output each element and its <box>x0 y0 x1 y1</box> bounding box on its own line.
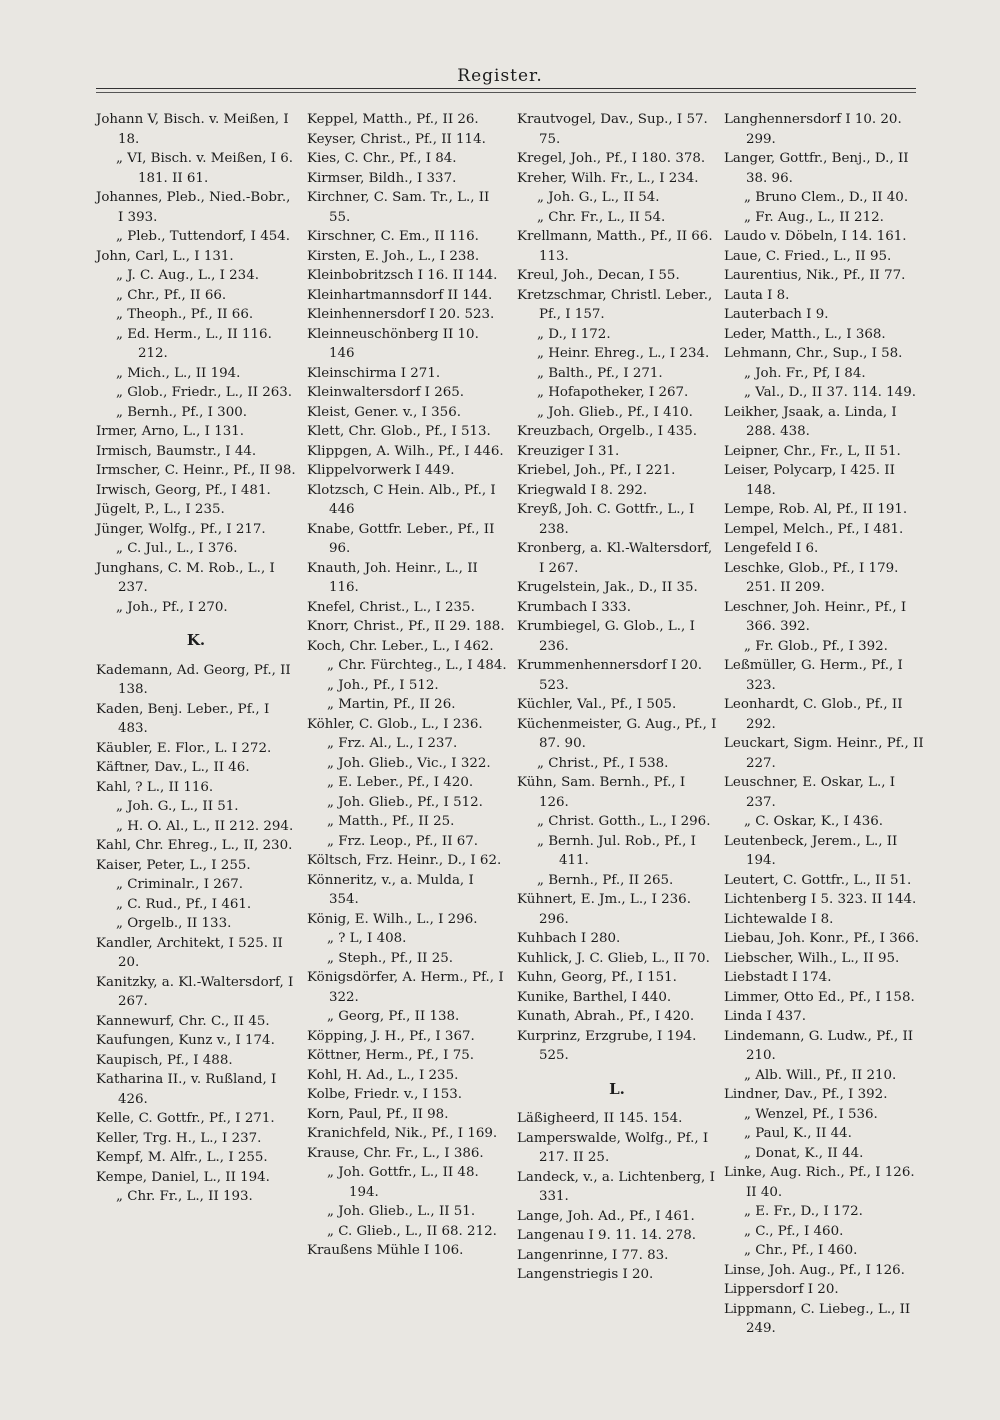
index-subentry: „ Frz. Al., L., I 237. <box>327 736 458 751</box>
index-entry: Käftner, Dav., L., II 46. <box>96 760 250 775</box>
index-entry: Lippmann, C. Liebeg., L., II 249. <box>724 1301 915 1336</box>
index-subentry: „ Wenzel, Pf., I 536. <box>744 1106 878 1122</box>
index-entry: Lauterbach I 9. <box>724 307 829 322</box>
index-subentry: „ C. Glieb., L., II 68. 212. <box>327 1223 497 1239</box>
index-subentry: „ Joh. Glieb., Pf., I 512. <box>327 794 483 810</box>
index-column-1 <box>96 110 296 1207</box>
index-entry: Kleinneuschönberg II 10. 146 <box>307 326 484 361</box>
index-subentry: „ Chr. Fr., L., II 193. <box>116 1189 253 1204</box>
index-entry: Langenstriegis I 20. <box>517 1267 654 1282</box>
index-entry: Lamperswalde, Wolfg., Pf., I 217. II 25. <box>517 1130 713 1165</box>
index-entry: Kühnert, E. Jm., L., I 236. 296. <box>517 892 696 927</box>
index-entry: Laue, C. Fried., L., II 95. <box>724 248 892 264</box>
index-subentry: „ C. Oskar, K., I 436. <box>744 814 883 829</box>
index-entry: Laurentius, Nik., Pf., II 77. <box>724 268 906 283</box>
index-subentry: „ Fr. Aug., L., II 212. <box>744 209 884 225</box>
index-entry: Jünger, Wolfg., Pf., I 217. <box>96 521 266 537</box>
index-entry: Leßmüller, G. Herm., Pf., I 323. <box>724 658 908 693</box>
index-entry: Leschner, Joh. Heinr., Pf., I 366. 392. <box>724 599 911 634</box>
index-entry: Kunath, Abrah., Pf., I 420. <box>517 1009 695 1024</box>
index-entry: Linda I 437. <box>724 1009 806 1024</box>
index-subentry: „ H. O. Al., L., II 212. 294. <box>116 818 294 834</box>
index-entry: Kleinschirma I 271. <box>307 365 441 381</box>
index-entry: Krumbach I 333. <box>517 599 632 615</box>
index-entry: Kirschner, C. Em., II 116. <box>307 229 479 244</box>
index-entry: Kohl, H. Ad., L., I 235. <box>307 1067 459 1083</box>
index-entry: Lippersdorf I 20. <box>724 1282 839 1297</box>
index-entry: Lichtewalde I 8. <box>724 911 834 927</box>
index-entry: Lempe, Rob. Al, Pf., II 191. <box>724 502 908 517</box>
index-entry: Knefel, Christ., L., I 235. <box>307 599 475 615</box>
index-entry: Knauth, Joh. Heinr., L., II 116. <box>307 560 483 595</box>
index-entry: Koch, Chr. Leber., L., I 462. <box>307 638 494 654</box>
index-entry: Kolbe, Friedr. v., I 153. <box>307 1087 463 1102</box>
index-entry: Küchler, Val., Pf., I 505. <box>517 697 677 712</box>
index-entry: Köpping, J. H., Pf., I 367. <box>307 1028 475 1044</box>
index-entry: Limmer, Otto Ed., Pf., I 158. <box>724 989 915 1005</box>
index-column-3 <box>517 110 721 1285</box>
index-entry: Kirmser, Bildh., I 337. <box>307 170 457 186</box>
index-subentry: „ Criminalr., I 267. <box>116 877 244 892</box>
index-entry: Költsch, Frz. Heinr., D., I 62. <box>307 853 502 868</box>
index-entry: Kregel, Joh., Pf., I 180. 378. <box>517 151 706 166</box>
index-entry: Klotzsch, C Hein. Alb., Pf., I 446 <box>307 482 500 517</box>
index-entry: Liebscher, Wilh., L., II 95. <box>724 950 900 966</box>
index-subentry: „ Matth., Pf., II 25. <box>327 814 455 829</box>
index-subentry: „ Ed. Herm., L., II 116. 212. <box>116 326 277 361</box>
index-entry: Jügelt, P., L., I 235. <box>96 502 225 517</box>
index-entry: Kretzschmar, Christl. Leber., Pf., I 157. <box>517 287 717 322</box>
index-subentry: „ Glob., Friedr., L., II 263. <box>116 385 293 400</box>
index-entry: Kaiser, Peter, L., I 255. <box>96 857 251 873</box>
header-rule-thin <box>96 92 916 93</box>
index-entry: Kleinwaltersdorf I 265. <box>307 385 465 400</box>
index-subentry: „ Alb. Will., Pf., II 210. <box>744 1067 897 1083</box>
index-entry: Kahl, ? L., II 116. <box>96 779 214 795</box>
index-entry: Küchenmeister, G. Aug., Pf., I 87. 90. <box>517 716 721 751</box>
index-entry: Kreyß, Joh. C. Gottfr., L., I 238. <box>517 502 699 537</box>
index-subentry: „ E. Leber., Pf., I 420. <box>327 775 474 790</box>
index-entry: Kriegwald I 8. 292. <box>517 482 648 498</box>
index-entry: Leschke, Glob., Pf., I 179. 251. II 209. <box>724 560 903 595</box>
index-entry: Läßigheerd, II 145. 154. <box>517 1111 683 1126</box>
index-subentry: „ Paul, K., II 44. <box>744 1126 852 1141</box>
index-entry: Kranichfeld, Nik., Pf., I 169. <box>307 1126 498 1141</box>
index-entry: Langenrinne, I 77. 83. <box>517 1247 669 1263</box>
index-subentry: „ Joh. Glieb., Pf., I 410. <box>537 404 693 420</box>
index-entry: Kronberg, a. Kl.-Waltersdorf, I 267. <box>517 541 717 576</box>
index-entry: Klippelvorwerk I 449. <box>307 463 455 478</box>
index-subentry: „ Joh. Glieb., L., II 51. <box>327 1204 476 1219</box>
index-entry: Liebstadt I 174. <box>724 970 832 985</box>
index-entry: Kirchner, C. Sam. Tr., L., II 55. <box>307 190 494 225</box>
index-entry: John, Carl, L., I 131. <box>96 248 234 264</box>
index-entry: Knorr, Christ., Pf., II 29. 188. <box>307 619 505 634</box>
index-subentry: „ D., I 172. <box>537 326 611 342</box>
letter-heading: K. <box>186 631 206 649</box>
index-entry: Lempel, Melch., Pf., I 481. <box>724 521 904 537</box>
index-subentry: „ Martin, Pf., II 26. <box>327 697 456 712</box>
index-subentry: „ Heinr. Ehreg., L., I 234. <box>537 346 710 361</box>
index-entry: Irmer, Arno, L., I 131. <box>96 424 245 439</box>
index-entry: Kleinbobritzsch I 16. II 144. <box>307 268 498 283</box>
index-entry: Leipner, Chr., Fr., L, II 51. <box>724 443 901 459</box>
index-subentry: „ Bernh., Pf., I 300. <box>116 404 247 420</box>
index-entry: Leuschner, E. Oskar, L., I 237. <box>724 775 900 810</box>
index-entry: Kreher, Wilh. Fr., L., I 234. <box>517 170 699 186</box>
index-entry: Klett, Chr. Glob., Pf., I 513. <box>307 424 491 439</box>
index-entry: Keller, Trg. H., L., I 237. <box>96 1130 262 1146</box>
index-entry: Kriebel, Joh., Pf., I 221. <box>517 463 676 478</box>
letter-heading: L. <box>609 1079 625 1098</box>
index-entry: Irmscher, C. Heinr., Pf., II 98. <box>96 463 296 478</box>
index-entry: Köttner, Herm., Pf., I 75. <box>307 1048 475 1063</box>
index-entry: Lindner, Dav., Pf., I 392. <box>724 1087 888 1102</box>
index-subentry: „ Bernh., Pf., II 265. <box>537 872 674 888</box>
index-entry: Knabe, Gottfr. Leber., Pf., II 96. <box>307 521 499 556</box>
index-subentry: „ Joh. Fr., Pf, I 84. <box>744 365 866 381</box>
index-entry: Kuhlick, J. C. Glieb, L., II 70. <box>517 950 710 966</box>
index-entry: Linke, Aug. Rich., Pf., I 126. II 40. <box>724 1165 919 1200</box>
index-entry: Junghans, C. M. Rob., L., I 237. <box>96 560 280 595</box>
index-column-2 <box>307 110 507 1261</box>
index-subentry: „ Joh. G., L., II 54. <box>537 190 660 205</box>
index-entry: Johann V, Bisch. v. Meißen, I 18. <box>96 112 293 147</box>
index-entry: Käubler, E. Flor., L. I 272. <box>96 740 272 756</box>
index-entry: Kelle, C. Gottfr., Pf., I 271. <box>96 1111 275 1126</box>
index-entry: Krugelstein, Jak., D., II 35. <box>517 580 698 595</box>
index-entry: Kühn, Sam. Bernh., Pf., I 126. <box>517 775 690 810</box>
index-entry: Klippgen, A. Wilh., Pf., I 446. <box>307 443 504 459</box>
index-entry: Kleinhartmannsdorf II 144. <box>307 287 493 303</box>
index-entry: Kreul, Joh., Decan, I 55. <box>517 268 680 283</box>
index-entry: Johannes, Pleb., Nied.-Bobr., I 393. <box>96 190 295 225</box>
index-entry: Kaden, Benj. Leber., Pf., I 483. <box>96 701 274 736</box>
index-entry: Langenau I 9. 11. 14. 278. <box>517 1228 696 1243</box>
index-entry: Kademann, Ad. Georg, Pf., II 138. <box>96 662 295 697</box>
index-entry: König, E. Wilh., L., I 296. <box>307 911 478 927</box>
index-subentry: „ Chr. Fürchteg., L., I 484. <box>327 658 507 673</box>
index-entry: Leuckart, Sigm. Heinr., Pf., II 227. <box>724 736 928 771</box>
running-head: Register. <box>457 66 543 86</box>
index-entry: Leutert, C. Gottfr., L., II 51. <box>724 872 912 888</box>
index-entry: Köhler, C. Glob., L., I 236. <box>307 716 483 732</box>
index-subentry: „ Chr. Fr., L., II 54. <box>537 209 666 225</box>
index-entry: Keppel, Matth., Pf., II 26. <box>307 112 479 127</box>
index-entry: Kunike, Barthel, I 440. <box>517 989 672 1005</box>
index-entry: Langhennersdorf I 10. 20. 299. <box>724 112 906 147</box>
index-entry: Kandler, Architekt, I 525. II 20. <box>96 935 288 970</box>
index-subentry: „ Steph., Pf., II 25. <box>327 950 454 966</box>
index-entry: Lichtenberg I 5. 323. II 144. <box>724 892 917 907</box>
index-entry: Königsdörfer, A. Herm., Pf., I 322. <box>307 970 508 1005</box>
index-entry: Kaufungen, Kunz v., I 174. <box>96 1033 275 1048</box>
index-entry: Langer, Gottfr., Benj., D., II 38. 96. <box>724 151 913 186</box>
index-subentry: „ Chr., Pf., I 460. <box>744 1243 858 1258</box>
index-entry: Kempe, Daniel, L., II 194. <box>96 1169 270 1185</box>
index-entry: Laudo v. Döbeln, I 14. 161. <box>724 229 907 244</box>
index-subentry: „ Christ., Pf., I 538. <box>537 755 669 771</box>
index-entry: Katharina II., v. Rußland, I 426. <box>96 1072 281 1107</box>
index-entry: Krellmann, Matth., Pf., II 66. 113. <box>517 229 717 264</box>
index-entry: Kirsten, E. Joh., L., I 238. <box>307 248 480 264</box>
index-subentry: „ Frz. Leop., Pf., II 67. <box>327 833 479 849</box>
index-entry: Leder, Matth., L., I 368. <box>724 326 886 342</box>
index-entry: Kannewurf, Chr. C., II 45. <box>96 1013 270 1029</box>
index-subentry: „ Christ. Gotth., L., I 296. <box>537 814 711 829</box>
header-rule-thick <box>96 88 916 89</box>
index-entry: Krautvogel, Dav., Sup., I 57. 75. <box>517 112 713 147</box>
index-entry: Leikher, Jsaak, a. Linda, I 288. 438. <box>724 404 901 439</box>
index-entry: Kahl, Chr. Ehreg., L., II, 230. <box>96 838 293 853</box>
index-subentry: „ ? L, I 408. <box>327 931 407 946</box>
index-subentry: „ Pleb., Tuttendorf, I 454. <box>116 229 291 244</box>
index-entry: Kleist, Gener. v., I 356. <box>307 404 461 420</box>
index-entry: Krause, Chr. Fr., L., I 386. <box>307 1145 484 1161</box>
index-subentry: „ Val., D., II 37. 114. 149. <box>744 385 916 400</box>
index-entry: Linse, Joh. Aug., Pf., I 126. <box>724 1262 905 1278</box>
index-entry: Leonhardt, C. Glob., Pf., II 292. <box>724 697 907 732</box>
index-entry: Kurprinz, Erzgrube, I 194. 525. <box>517 1028 701 1063</box>
index-entry: Leiser, Polycarp, I 425. II 148. <box>724 463 900 498</box>
index-subentry: „ C. Rud., Pf., I 461. <box>116 896 252 912</box>
index-subentry: „ Joh., Pf., I 270. <box>116 599 228 615</box>
index-subentry: „ VI, Bisch. v. Meißen, I 6. 181. II 61. <box>116 151 298 186</box>
index-entry: Kuhbach I 280. <box>517 931 621 946</box>
index-entry: Kreuzbach, Orgelb., I 435. <box>517 424 698 439</box>
index-entry: Kuhn, Georg, Pf., I 151. <box>517 970 677 985</box>
index-subentry: „ Joh., Pf., I 512. <box>327 677 439 693</box>
index-entry: Landeck, v., a. Lichtenberg, I 331. <box>517 1169 720 1204</box>
index-subentry: „ Joh. Gottfr., L., II 48. 194. <box>327 1165 483 1200</box>
index-subentry: „ Donat, K., II 44. <box>744 1145 864 1161</box>
index-subentry: „ J. C. Aug., L., I 234. <box>116 268 259 283</box>
index-subentry: „ Georg, Pf., II 138. <box>327 1009 460 1024</box>
index-subentry: „ C. Jul., L., I 376. <box>116 541 238 556</box>
index-entry: Keyser, Christ., Pf., II 114. <box>307 131 486 147</box>
index-subentry: „ Bruno Clem., D., II 40. <box>744 190 909 205</box>
index-entry: Kreuziger I 31. <box>517 443 620 459</box>
index-entry: Kleinhennersdorf I 20. 523. <box>307 307 495 322</box>
index-entry: Kraußens Mühle I 106. <box>307 1243 464 1258</box>
index-subentry: „ Hofapotheker, I 267. <box>537 385 689 400</box>
index-entry: Lange, Joh. Ad., Pf., I 461. <box>517 1208 695 1224</box>
index-entry: Lehmann, Chr., Sup., I 58. <box>724 346 903 361</box>
index-entry: Kies, C. Chr., Pf., I 84. <box>307 151 457 166</box>
index-entry: Kaupisch, Pf., I 488. <box>96 1052 233 1068</box>
index-entry: Korn, Paul, Pf., II 98. <box>307 1106 449 1122</box>
index-entry: Kempf, M. Alfr., L., I 255. <box>96 1150 268 1165</box>
index-column-4 <box>724 110 928 1339</box>
index-subentry: „ Balth., Pf., I 271. <box>537 365 663 381</box>
index-entry: Leutenbeck, Jerem., L., II 194. <box>724 833 902 868</box>
index-subentry: „ Chr., Pf., II 66. <box>116 287 227 303</box>
index-entry: Krumbiegel, G. Glob., L., I 236. <box>517 619 700 654</box>
index-subentry: „ Theoph., Pf., II 66. <box>116 307 254 322</box>
index-entry: Lauta I 8. <box>724 287 790 303</box>
index-entry: Irwisch, Georg, Pf., I 481. <box>96 482 271 498</box>
index-entry: Irmisch, Baumstr., I 44. <box>96 443 257 459</box>
index-subentry: „ Bernh. Jul. Rob., Pf., I 411. <box>537 833 701 868</box>
index-subentry: „ Joh. Glieb., Vic., I 322. <box>327 755 491 771</box>
index-entry: Könneritz, v., a. Mulda, I 354. <box>307 872 478 907</box>
index-subentry: „ Orgelb., II 133. <box>116 916 232 931</box>
index-subentry: „ C., Pf., I 460. <box>744 1223 844 1239</box>
index-entry: Lengefeld I 6. <box>724 541 819 556</box>
index-subentry: „ Mich., L., II 194. <box>116 365 241 381</box>
index-entry: Lindemann, G. Ludw., Pf., II 210. <box>724 1028 918 1063</box>
index-subentry: „ Joh. G., L., II 51. <box>116 799 239 814</box>
index-entry: Krummenhennersdorf I 20. 523. <box>517 658 707 693</box>
index-entry: Liebau, Joh. Konr., Pf., I 366. <box>724 931 920 946</box>
index-subentry: „ Fr. Glob., Pf., I 392. <box>744 638 888 654</box>
index-entry: Kanitzky, a. Kl.-Waltersdorf, I 267. <box>96 974 298 1009</box>
index-subentry: „ E. Fr., D., I 172. <box>744 1204 863 1219</box>
